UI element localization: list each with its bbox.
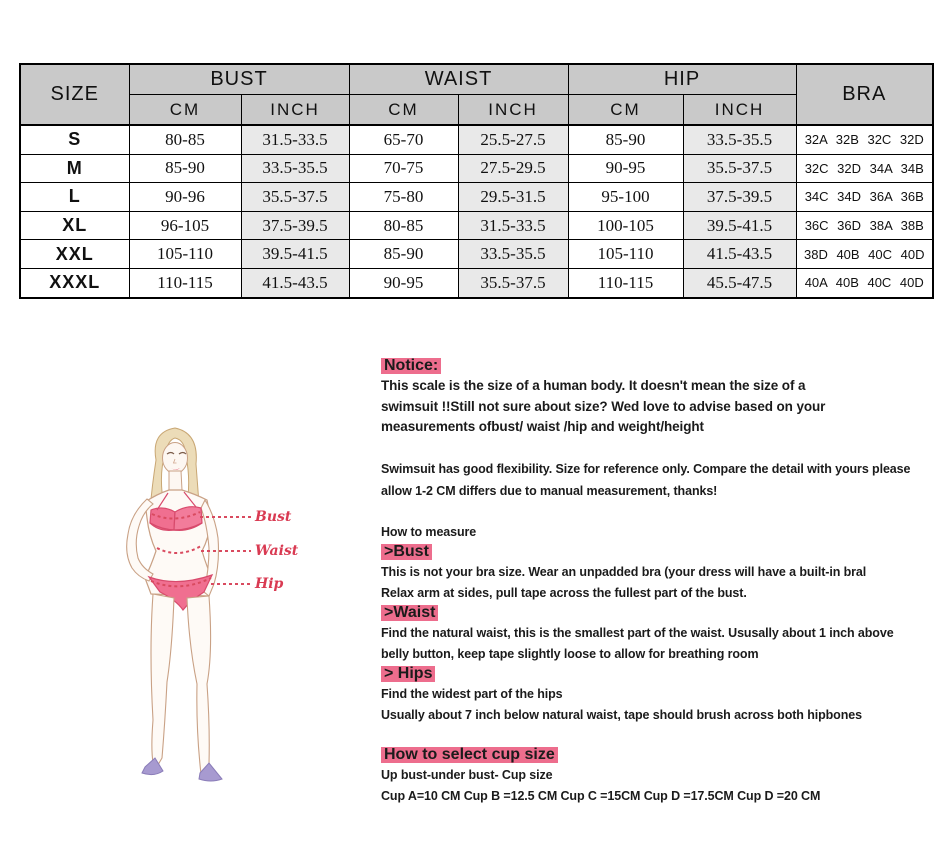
cell-bra: 40A 40B 40C 40D [796,268,933,297]
header-row-groups [20,64,933,95]
waist-instruction-line: Find the natural waist, this is the smallest part of the waist. Ususally about 1 inch above [381,626,894,640]
bust-label: Bust [255,509,292,525]
woman-sketch-illustration [105,420,355,820]
cell-size: XL [20,211,129,240]
col-header-size: SIZE [20,64,129,125]
cup-size-heading: How to select cup size [381,747,558,763]
size-chart-tbody [20,125,933,298]
cell-waist-inch: 25.5-27.5 [458,125,568,154]
cell-bust-cm: 90-96 [129,183,241,212]
hip-label: Hip [255,576,284,592]
cell-size: XXL [20,240,129,269]
cell-bust-inch: 35.5-37.5 [241,183,349,212]
table-row [20,183,933,212]
waist-label: Waist [255,543,299,559]
cell-waist-inch: 29.5-31.5 [458,183,568,212]
table-row [20,125,933,154]
flexibility-line: allow 1-2 CM differs due to manual measurement, thanks! [381,483,718,498]
col-header-bust: BUST [129,64,349,95]
right-leg [187,596,211,774]
cell-waist-cm: 65-70 [349,125,458,154]
col-header-hip-cm: CM [568,95,683,126]
cell-waist-cm: 90-95 [349,268,458,297]
cell-bust-inch: 39.5-41.5 [241,240,349,269]
table-row [20,211,933,240]
cell-bust-inch: 31.5-33.5 [241,125,349,154]
cell-hip-cm: 105-110 [568,240,683,269]
col-header-bust-cm: CM [129,95,241,126]
notice-heading: Notice: [381,358,441,374]
cell-bust-cm: 110-115 [129,268,241,297]
cell-waist-inch: 35.5-37.5 [458,268,568,297]
cell-bra: 36C 36D 38A 38B [796,211,933,240]
cell-hip-cm: 100-105 [568,211,683,240]
cell-hip-inch: 37.5-39.5 [683,183,796,212]
cell-waist-cm: 85-90 [349,240,458,269]
notice-line: swimsuit !!Still not sure about size? Wed love to advise based on your [381,398,826,414]
cell-waist-inch: 31.5-33.5 [458,211,568,240]
cell-waist-cm: 70-75 [349,154,458,183]
col-header-waist-cm: CM [349,95,458,126]
cell-hip-inch: 33.5-35.5 [683,125,796,154]
cell-bust-cm: 80-85 [129,125,241,154]
cell-hip-cm: 95-100 [568,183,683,212]
cell-waist-cm: 80-85 [349,211,458,240]
cell-waist-inch: 27.5-29.5 [458,154,568,183]
left-leg [151,594,174,770]
col-header-hip-inch: INCH [683,95,796,126]
how-to-measure-heading: How to measure [381,524,477,539]
cup-size-line: Up bust-under bust- Cup size [381,768,553,782]
cell-bra: 32A 32B 32C 32D [796,125,933,154]
face [163,443,188,474]
cell-bust-inch: 37.5-39.5 [241,211,349,240]
notice-line: This scale is the size of a human body. It doesn't mean the size of a [381,378,806,393]
bust-instruction-line: Relax arm at sides, pull tape across the fullest part of the bust. [381,585,747,600]
notice-section [381,356,933,806]
cell-bra: 38D 40B 40C 40D [796,240,933,269]
cell-bra: 32C 32D 34A 34B [796,154,933,183]
col-header-bust-inch: INCH [241,95,349,126]
size-chart-table [19,63,934,299]
bust-section-heading: >Bust [381,544,432,560]
measurement-figure [105,420,355,820]
hips-instruction-line: Find the widest part of the hips [381,687,563,701]
cell-hip-inch: 41.5-43.5 [683,240,796,269]
cell-size: M [20,154,129,183]
hips-section-heading: > Hips [381,666,435,682]
cell-waist-cm: 75-80 [349,183,458,212]
table-row [20,240,933,269]
waist-section-heading: >Waist [381,605,438,621]
cell-size: S [20,125,129,154]
cell-hip-inch: 45.5-47.5 [683,268,796,297]
cell-bust-cm: 105-110 [129,240,241,269]
neck [169,471,182,490]
table-row [20,268,933,297]
cell-bra: 34C 34D 36A 36B [796,183,933,212]
flexibility-line: Swimsuit has good flexibility. Size for reference only. Compare the detail with yours please [381,461,911,476]
col-header-hip: HIP [568,64,796,95]
cell-bust-inch: 33.5-35.5 [241,154,349,183]
waist-instruction-line: belly button, keep tape slightly loose to allow for breathing room [381,646,759,661]
col-header-waist: WAIST [349,64,568,95]
cell-size: XXXL [20,268,129,297]
size-chart [19,63,932,299]
notice-line: measurements ofbust/ waist /hip and weight/height [381,419,704,434]
cup-size-line: Cup A=10 CM Cup B =12.5 CM Cup C =15CM Cup D =17.5CM Cup D =20 CM [381,788,821,803]
cell-hip-cm: 85-90 [568,125,683,154]
col-header-waist-inch: INCH [458,95,568,126]
hips-instruction-line: Usually about 7 inch below natural waist, tape should brush across both hipbones [381,707,862,722]
cell-hip-inch: 39.5-41.5 [683,211,796,240]
cell-waist-inch: 33.5-35.5 [458,240,568,269]
bust-instruction-line: This is not your bra size. Wear an unpadded bra (your dress will have a built-in bral [381,565,867,579]
cell-hip-cm: 90-95 [568,154,683,183]
cell-size: L [20,183,129,212]
cell-bust-cm: 85-90 [129,154,241,183]
table-row [20,154,933,183]
cell-hip-cm: 110-115 [568,268,683,297]
cell-bust-inch: 41.5-43.5 [241,268,349,297]
cell-bust-cm: 96-105 [129,211,241,240]
cell-hip-inch: 35.5-37.5 [683,154,796,183]
col-header-bra: BRA [796,64,933,125]
